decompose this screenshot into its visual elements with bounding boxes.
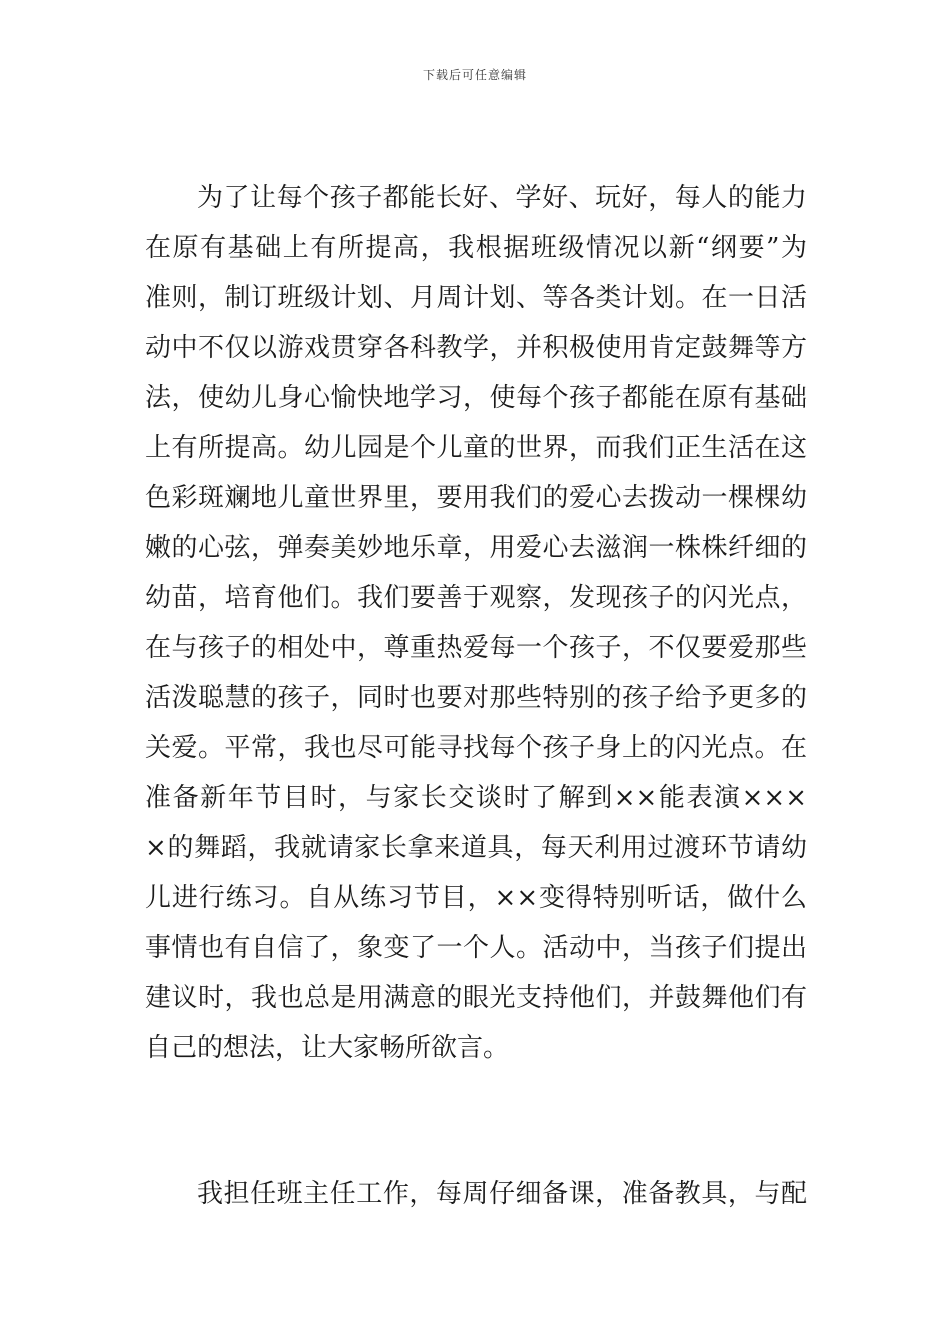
paragraph-1-line-6: 上有所提高。幼儿园是个儿童的世界，而我们正生活在这: [145, 433, 807, 463]
paragraph-1-line-18: 自己的想法，让大家畅所欲言。: [145, 1033, 510, 1063]
paragraph-1-line-1: 为了让每个孩子都能长好、学好、玩好，每人的能力: [197, 183, 807, 213]
paragraph-1-line-2: 在原有基础上有所提高，我根据班级情况以新“纲要”为: [145, 233, 807, 263]
page-header-note: 下载后可任意编辑: [422, 68, 527, 82]
paragraph-2-line-1: 我担任班主任工作，每周仔细备课，准备教具，与配: [197, 1179, 807, 1209]
paragraph-1-line-3: 准则，制订班级计划、月周计划、等各类计划。在一日活: [145, 283, 807, 313]
paragraph-1-line-17: 建议时，我也总是用满意的眼光支持他们，并鼓舞他们有: [145, 983, 807, 1013]
paragraph-1-line-14: ×的舞蹈，我就请家长拿来道具，每天利用过渡环节请幼: [145, 833, 807, 863]
paragraph-1-line-7: 色彩斑斓地儿童世界里，要用我们的爱心去拨动一棵棵幼: [145, 483, 807, 513]
paragraph-1-line-15: 儿进行练习。自从练习节目，××变得特别听话，做什么: [145, 883, 807, 913]
paragraph-1-line-13: 准备新年节目时，与家长交谈时了解到××能表演×××: [145, 783, 807, 813]
paragraph-1-line-16: 事情也有自信了，象变了一个人。活动中，当孩子们提出: [145, 933, 807, 963]
paragraph-1-line-8: 嫩的心弦，弹奏美妙地乐章，用爱心去滋润一株株纤细的: [145, 533, 807, 563]
paragraph-1-line-10: 在与孩子的相处中，尊重热爱每一个孩子，不仅要爱那些: [145, 633, 807, 663]
paragraph-1-line-4: 动中不仅以游戏贯穿各科教学，并积极使用肯定鼓舞等方: [145, 333, 807, 363]
paragraph-1-line-12: 关爱。平常，我也尽可能寻找每个孩子身上的闪光点。在: [145, 733, 807, 763]
paragraph-1-line-11: 活泼聪慧的孩子，同时也要对那些特别的孩子给予更多的: [145, 683, 807, 713]
paragraph-1-line-5: 法，使幼儿身心愉快地学习，使每个孩子都能在原有基础: [145, 383, 807, 413]
paragraph-1-line-9: 幼苗，培育他们。我们要善于观察，发现孩子的闪光点，: [145, 583, 807, 613]
